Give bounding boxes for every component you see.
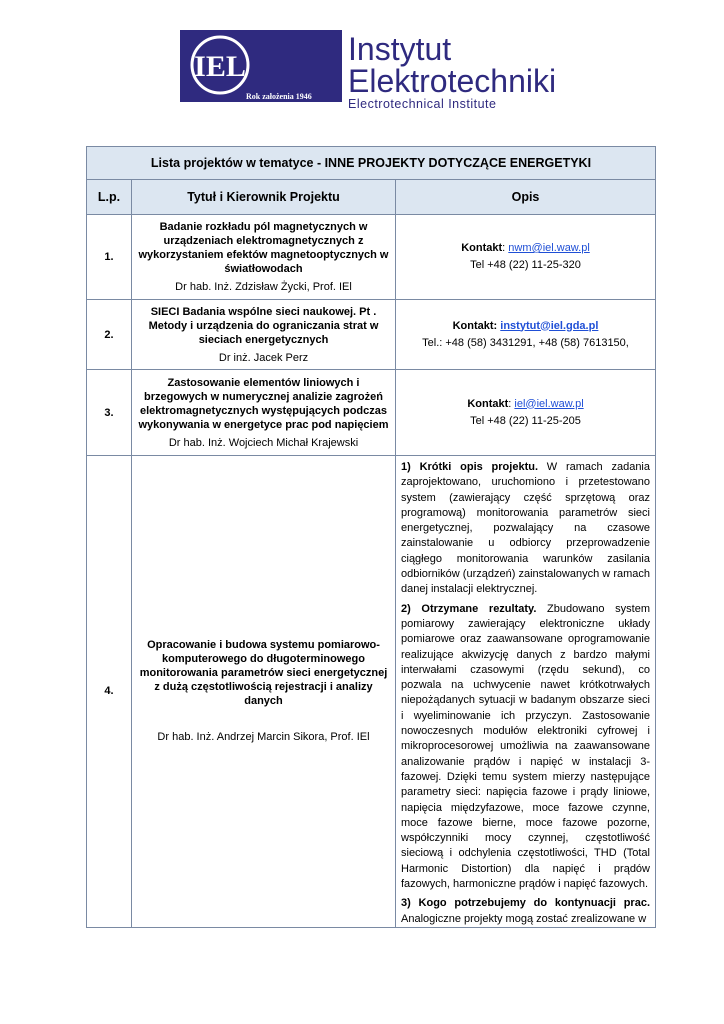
iel-logo bbox=[180, 30, 342, 102]
project-title-cell bbox=[132, 215, 396, 300]
paragraph-heading: 3) Kogo potrzebujemy do kontynuacji prac. bbox=[401, 897, 650, 910]
column-header-desc: Opis bbox=[396, 180, 656, 215]
contact-label: Kontakt bbox=[461, 242, 503, 254]
projects-table bbox=[86, 146, 656, 928]
paragraph-text: Analogiczne projekty mogą zostać zrealizowane w bbox=[401, 912, 647, 925]
contact-label: Kontakt bbox=[467, 397, 509, 410]
contact-email-link[interactable]: instytut@iel.gda.pl bbox=[500, 319, 599, 332]
project-title-cell bbox=[132, 456, 396, 928]
institute-name-line1: Instytut bbox=[348, 31, 452, 67]
row-number: 3. bbox=[87, 370, 132, 456]
contact-email-link[interactable]: nwm@iel.waw.pl bbox=[508, 242, 590, 254]
paragraph-heading: 2) Otrzymane rezultaty. bbox=[401, 602, 537, 615]
paragraph-text: Zbudowano system pomiarowy zawierający elektroniczne układy pomiarowe oraz zaawansowane oprogramowanie realizujące akwizycję danych z bardzo małymi interwałami czasowymi (rzędu sekund), co pozwala na uchwycenie nawet krótkotrwałych niepożądanych sytuacji w badanym obszarze sieci i wyeliminowanie ich przyczyn. Zastosowanie nowoczesnych modułów elektroniki cyfrowej i mikroprocesorowej umożliwia na zaawansowane analizowanie prądów i napięć w instalacji 3-fazowej. Dzięki temu system mierzy następujące parametry sieci: napięcia fazowe i prądy liniowe, napięcia międzyfazowe, moce fazowe czynne, moce fazowe bierne, moce fazowe pozorne, współczynniki mocy czynnej, częstotliwość sieciową i odchylenia częstotliwości, THD (Total Harmonic Distortion) dla napięć i prądów fazowych, harmoniczne prądów i napięć fazowych. bbox=[401, 602, 650, 891]
contact-separator: : bbox=[508, 397, 515, 410]
svg-text:IEL: IEL bbox=[194, 50, 246, 83]
institute-name-english: Electrotechnical Institute bbox=[348, 97, 497, 111]
project-title: Zastosowanie elementów liniowych i brzegowych w numerycznej analizie zagrożeń elektromagnetycznych występujących podczas wykonywania w energetyce prac pod napięciem bbox=[138, 376, 389, 431]
column-header-row bbox=[87, 180, 656, 215]
project-title-cell bbox=[132, 370, 396, 456]
description-paragraph-2 bbox=[401, 602, 650, 893]
contact-cell bbox=[396, 300, 656, 370]
iel-emblem-icon bbox=[188, 34, 252, 96]
project-leader: Dr hab. Inż. Zdzisław Życki, Prof. IEl bbox=[175, 281, 352, 293]
row-number: 1. bbox=[87, 215, 132, 300]
description-paragraph-1 bbox=[401, 460, 650, 598]
contact-email-link[interactable]: iel@iel.waw.pl bbox=[514, 397, 584, 410]
project-description-cell bbox=[396, 456, 656, 928]
project-title: Opracowanie i budowa systemu pomiarowo-komputerowego do długoterminowego monitorowania parametrów sieci energetycznej z dużą częstotliwością rejestracji i analizy danych bbox=[139, 639, 388, 708]
table-row bbox=[87, 370, 656, 456]
paragraph-heading: 1) Krótki opis projektu. bbox=[401, 461, 539, 473]
project-leader: Dr hab. Inż. Andrzej Marcin Sikora, Prof. IEl bbox=[157, 731, 370, 744]
contact-cell bbox=[396, 370, 656, 456]
row-number: 2. bbox=[87, 300, 132, 370]
column-header-lp: L.p. bbox=[87, 180, 132, 215]
table-row bbox=[87, 300, 656, 370]
table-title-row bbox=[87, 147, 656, 180]
project-title: SIECI Badania wspólne sieci naukowej. Pt . Metody i urządzenia do ograniczania strat w sieciach energetycznych bbox=[148, 305, 379, 346]
contact-separator: : bbox=[502, 242, 509, 254]
project-leader: Dr hab. Inż. Wojciech Michał Krajewski bbox=[168, 436, 359, 449]
paragraph-text: W ramach zadania zaprojektowano, uruchomiono i przetestowano system (zawierający część sprzętową oraz programową) monitorowania parametrów sieci energetycznej, pozwalający na czasowe zainstalowanie u odbiorcy przeprowadzenie ciągłego monitorowania warunków zasilania odbiorników (urządzeń) zainstalowanych w ramach danej instalacji elektrycznej. bbox=[401, 461, 650, 596]
contact-cell bbox=[396, 215, 656, 300]
institute-header bbox=[180, 30, 557, 115]
institute-name-line2: Elektrotechniki bbox=[348, 63, 557, 99]
column-header-title: Tytuł i Kierownik Projektu bbox=[132, 180, 396, 215]
founding-year: Rok założenia 1946 bbox=[246, 92, 312, 101]
contact-phone: Tel +48 (22) 11-25-320 bbox=[470, 259, 581, 271]
project-title-cell bbox=[132, 300, 396, 370]
project-title: Badanie rozkładu pól magnetycznych w urządzeniach elektromagnetycznych z wykorzystaniem efektów magnetooptycznych w światłowodach bbox=[138, 221, 389, 275]
contact-phone: Tel +48 (22) 11-25-205 bbox=[470, 414, 581, 427]
contact-phone: Tel.: +48 (58) 3431291, +48 (58) 7613150, bbox=[422, 336, 629, 349]
row-number: 4. bbox=[87, 456, 132, 928]
project-leader: Dr inż. Jacek Perz bbox=[218, 351, 309, 364]
description-paragraph-3 bbox=[401, 896, 650, 927]
table-title: Lista projektów w tematyce - INNE PROJEKTY DOTYCZĄCE ENERGETYKI bbox=[87, 147, 656, 180]
table-row bbox=[87, 215, 656, 300]
table-row bbox=[87, 456, 656, 928]
contact-label: Kontakt: bbox=[452, 319, 498, 332]
